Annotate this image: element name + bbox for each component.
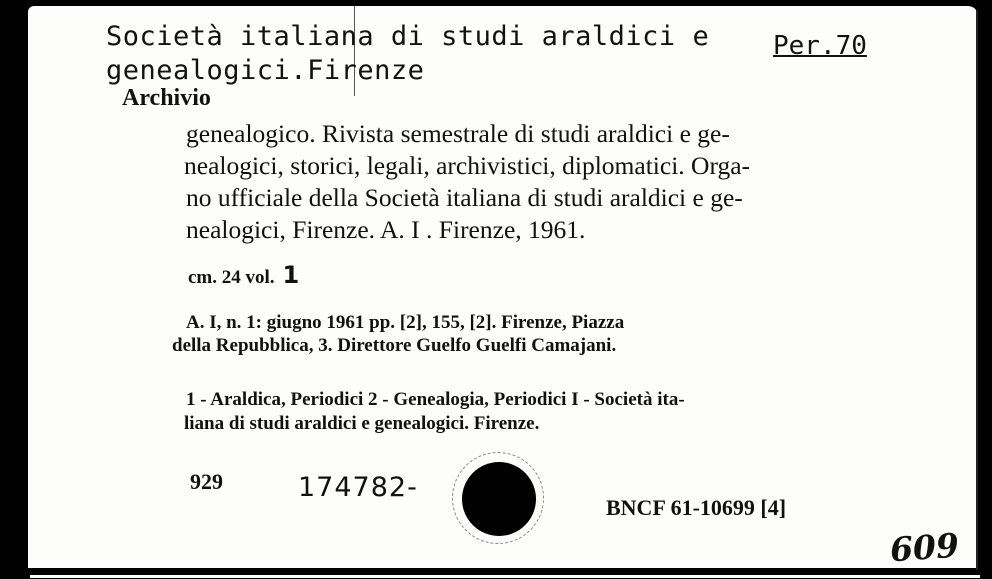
typed-author-line-1: Società italiana di studi araldici e xyxy=(106,21,710,52)
card-right-edge xyxy=(976,10,978,570)
shelfmark: Per.70 xyxy=(773,31,867,61)
subject-tracings xyxy=(186,388,685,436)
description-line: nealogici, storici, legali, archivistici, diplomatici. Orga- xyxy=(184,151,751,180)
punch-hole xyxy=(462,462,536,536)
description-line: nealogici, Firenze. A. I . Firenze, 1961. xyxy=(186,215,586,244)
typed-author-line-2: genealogici.Firenze xyxy=(106,55,425,86)
handwritten-number: 609 xyxy=(888,525,961,570)
format-dimensions: cm. 24 vol. xyxy=(188,267,275,288)
subject-line: 1 - Araldica, Periodici 2 - Genealogia, Periodici I - Società ita- xyxy=(186,389,685,410)
notes-line: A. I, n. 1: giugno 1961 pp. [2], 155, [2]. Firenze, Piazza xyxy=(186,312,625,333)
subject-line: liana di studi araldici e genealogici. Firenze. xyxy=(184,413,540,434)
physical-format xyxy=(188,261,299,289)
notes-line: della Repubblica, 3. Direttore Guelfo Guelfi Camajani. xyxy=(172,335,617,356)
issue-notes xyxy=(172,311,624,357)
record-heading: Archivio xyxy=(122,85,211,111)
bncf-code: BNCF 61-10699 [4] xyxy=(606,495,787,520)
volume-number: 1 xyxy=(282,261,300,289)
inventory-number: 174782- xyxy=(298,472,418,503)
dewey-number: 929 xyxy=(190,469,223,494)
description-line: no ufficiale della Società italiana di studi araldici e ge- xyxy=(186,183,743,212)
description-line: genealogico. Rivista semestrale di studi araldici e ge- xyxy=(186,119,730,148)
title-description xyxy=(186,118,856,246)
card-bottom-edge xyxy=(30,575,980,578)
